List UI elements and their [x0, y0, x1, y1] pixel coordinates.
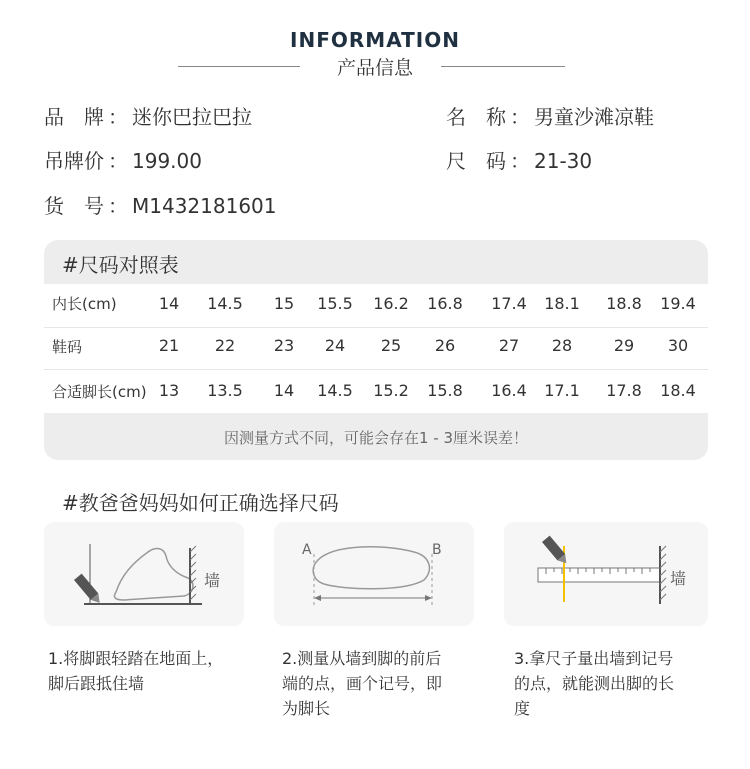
- brand-info: [44, 101, 252, 130]
- size-cell: 14: [273, 381, 295, 400]
- foot-outline-illustration: [274, 522, 474, 626]
- brand-separator: ：: [108, 105, 128, 129]
- name-separator: ：: [510, 105, 530, 129]
- size-cell: 26: [434, 336, 456, 355]
- size-cell: 23: [273, 336, 295, 355]
- price-separator: ：: [108, 149, 128, 173]
- size-value: 21-30: [534, 149, 593, 173]
- size-cell: 19.4: [660, 294, 696, 313]
- size-cell: 21: [158, 336, 180, 355]
- guide-title: #教爸爸妈妈如何正确选择尺码: [62, 491, 339, 515]
- size-cell: 13: [158, 381, 180, 400]
- point-b-label: B: [432, 542, 442, 558]
- size-chart-title: #尺码对照表: [62, 253, 179, 277]
- size-row-label: 内长(cm): [52, 295, 117, 313]
- size-cell: 17.1: [544, 381, 580, 400]
- size-chart-divider: [44, 327, 708, 328]
- header-title-en: INFORMATION: [290, 28, 460, 52]
- size-cell: 14.5: [207, 294, 243, 313]
- size-cell: 28: [551, 336, 573, 355]
- step-line: 端的点，画个记号，即: [282, 674, 443, 693]
- wall-label: 墙: [670, 569, 687, 588]
- size-cell: 27: [498, 336, 520, 355]
- step-line: 2.测量从墙到脚的前后: [282, 649, 442, 668]
- size-cell: 16.2: [373, 294, 409, 313]
- name-value: 男童沙滩凉鞋: [534, 105, 654, 129]
- size-cell: 18.4: [660, 381, 696, 400]
- header-title-cn: 产品信息: [336, 57, 413, 79]
- size-cell: 25: [380, 336, 402, 355]
- size-cell: 24: [324, 336, 346, 355]
- size-cell: 16.8: [427, 294, 463, 313]
- sku-info: [44, 190, 277, 219]
- step-3-illustration: [504, 522, 708, 626]
- size-chart-card: [44, 240, 708, 460]
- size-separator: ：: [510, 149, 530, 173]
- size-cell: 15.5: [317, 294, 353, 313]
- step-2-illustration: [274, 522, 474, 626]
- size-info: [446, 145, 592, 174]
- size-cell: 18.8: [606, 294, 642, 313]
- brand-value: 迷你巴拉巴拉: [132, 105, 252, 129]
- size-cell: 17.8: [606, 381, 642, 400]
- price-label: 吊牌价: [44, 149, 104, 173]
- sku-label: 货 号: [44, 194, 104, 218]
- step-2-text: [282, 646, 482, 721]
- step-1-text: [48, 646, 248, 696]
- sku-separator: ：: [108, 194, 128, 218]
- size-cell: 15.8: [427, 381, 463, 400]
- point-a-label: A: [302, 542, 312, 558]
- price-value: 199.00: [132, 149, 202, 173]
- sku-value: M1432181601: [132, 194, 277, 218]
- size-cell: 14.5: [317, 381, 353, 400]
- size-row-label: 鞋码: [52, 338, 83, 356]
- step-3-text: [514, 646, 714, 721]
- step-line: 的点，就能测出脚的长: [514, 674, 675, 693]
- size-cell: 14: [158, 294, 180, 313]
- size-cell: 22: [214, 336, 236, 355]
- name-label: 名 称: [446, 105, 506, 129]
- brand-label: 品 牌: [44, 105, 104, 129]
- name-info: [446, 101, 654, 130]
- size-cell: 15.2: [373, 381, 409, 400]
- header-divider-right: [441, 66, 565, 67]
- size-chart-divider: [44, 369, 708, 370]
- size-chart-note: 因测量方式不同，可能会存在1 - 3厘米误差！: [223, 429, 529, 447]
- step-line: 脚后跟抵住墙: [48, 674, 145, 693]
- size-label: 尺 码: [446, 149, 506, 173]
- size-cell: 13.5: [207, 381, 243, 400]
- step-line: 1.将脚跟轻踏在地面上，: [48, 649, 224, 668]
- price-info: [44, 145, 202, 174]
- step-line: 为脚长: [282, 699, 331, 718]
- size-row-label: 合适脚长(cm): [52, 383, 147, 401]
- size-cell: 16.4: [491, 381, 527, 400]
- size-cell: 18.1: [544, 294, 580, 313]
- size-cell: 17.4: [491, 294, 527, 313]
- size-cell: 29: [613, 336, 635, 355]
- step-1-illustration: [44, 522, 244, 626]
- step-line: 度: [514, 699, 531, 718]
- wall-label: 墙: [204, 571, 221, 590]
- step-line: 3.拿尺子量出墙到记号: [514, 649, 674, 668]
- size-cell: 15: [273, 294, 295, 313]
- size-cell: 30: [667, 336, 689, 355]
